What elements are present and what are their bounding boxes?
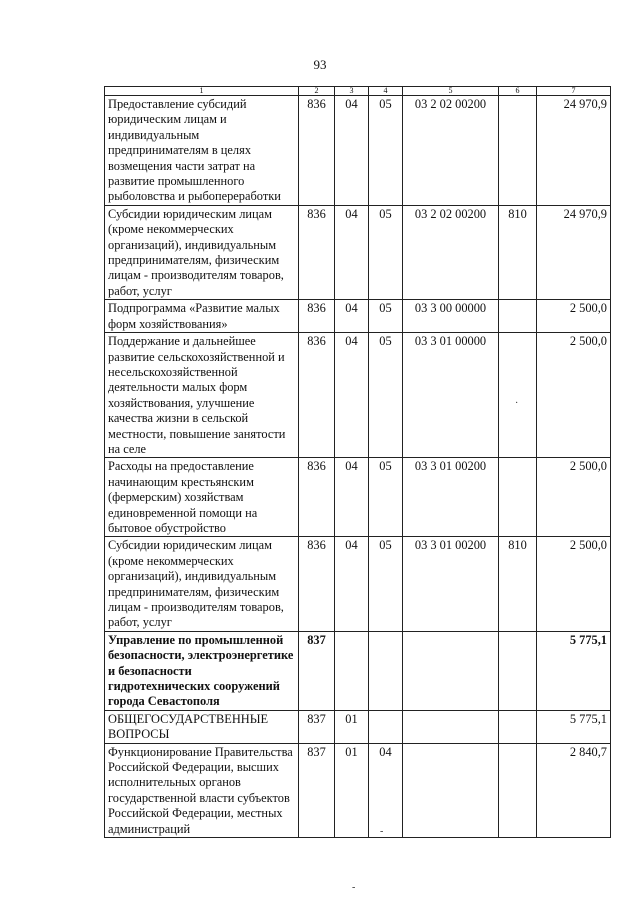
row-name-cell: Подпрограмма «Развитие малых форм хозяйствования» (105, 300, 299, 333)
row-name-cell: ОБЩЕГОСУДАРСТВЕННЫЕ ВОПРОСЫ (105, 710, 299, 743)
table-row (105, 537, 611, 631)
target-code-cell: 03 3 01 00200 (403, 458, 499, 537)
section-code-cell: 04 (335, 333, 369, 458)
target-code-cell (403, 743, 499, 837)
column-number-row (105, 87, 611, 96)
column-number: 1 (105, 87, 299, 96)
column-number: 3 (335, 87, 369, 96)
table-row (105, 458, 611, 537)
column-number: 2 (299, 87, 335, 96)
column-number: 7 (537, 87, 611, 96)
expense-type-cell (499, 631, 537, 710)
section-code-cell: 01 (335, 743, 369, 837)
table-row (105, 743, 611, 837)
expense-type-cell: 810 (499, 537, 537, 631)
column-number: 4 (369, 87, 403, 96)
column-number: 6 (499, 87, 537, 96)
amount-cell: 2 500,0 (537, 458, 611, 537)
scan-mark: - (352, 882, 356, 893)
ministry-code-cell: 836 (299, 333, 335, 458)
row-name-cell: Функционирование Правительства Российской Федерации, высших исполнительных органов государственной власти субъектов Российской Федерации, местных администраций (105, 743, 299, 837)
section-code-cell: 04 (335, 537, 369, 631)
table-body (105, 96, 611, 838)
section-code-cell (335, 631, 369, 710)
ministry-code-cell: 837 (299, 631, 335, 710)
subsection-code-cell (369, 631, 403, 710)
section-code-cell: 04 (335, 205, 369, 299)
section-code-cell: 04 (335, 458, 369, 537)
ministry-code-cell: 836 (299, 300, 335, 333)
subsection-code-cell: 05 (369, 537, 403, 631)
section-code-cell: 04 (335, 300, 369, 333)
row-name-cell: Расходы на предоставление начинающим крестьянским (фермерским) хозяйствам единовременной помощи на бытовое обустройство (105, 458, 299, 537)
target-code-cell: 03 3 01 00000 (403, 333, 499, 458)
target-code-cell: 03 2 02 00200 (403, 205, 499, 299)
amount-cell: 2 500,0 (537, 300, 611, 333)
table-row (105, 710, 611, 743)
table-row (105, 333, 611, 458)
amount-cell: 2 500,0 (537, 537, 611, 631)
row-name-cell: Субсидии юридическим лицам (кроме некоммерческих организаций), индивидуальным предпринимателям, физическим лицам - производителям товаров, работ, услуг (105, 537, 299, 631)
scan-mark: · (515, 398, 519, 409)
row-name-cell: Поддержание и дальнейшее развитие сельскохозяйственной и несельскохозяйственной деятельности малых форм хозяйствования, улучшение качества жизни в сельской местности, повышение занятости на селе (105, 333, 299, 458)
ministry-code-cell: 836 (299, 205, 335, 299)
target-code-cell (403, 710, 499, 743)
ministry-code-cell: 837 (299, 743, 335, 837)
target-code-cell (403, 631, 499, 710)
amount-cell: 5 775,1 (537, 710, 611, 743)
scan-mark: - (380, 826, 384, 837)
section-code-cell: 04 (335, 96, 369, 206)
amount-cell: 2 500,0 (537, 333, 611, 458)
expense-type-cell: 810 (499, 205, 537, 299)
amount-cell: 5 775,1 (537, 631, 611, 710)
expense-type-cell (499, 458, 537, 537)
subsection-code-cell (369, 710, 403, 743)
subsection-code-cell: 04 (369, 743, 403, 837)
ministry-code-cell: 836 (299, 537, 335, 631)
table-row (105, 631, 611, 710)
expense-type-cell (499, 333, 537, 458)
row-name-cell: Предоставление субсидий юридическим лицам и индивидуальным предпринимателям в целях возмещения части затрат на развитие промышленного рыболовства и рыбопереработки (105, 96, 299, 206)
subsection-code-cell: 05 (369, 333, 403, 458)
ministry-code-cell: 836 (299, 458, 335, 537)
subsection-code-cell: 05 (369, 205, 403, 299)
column-number: 5 (403, 87, 499, 96)
section-code-cell: 01 (335, 710, 369, 743)
table-row (105, 300, 611, 333)
budget-table (104, 86, 611, 838)
amount-cell: 2 840,7 (537, 743, 611, 837)
target-code-cell: 03 3 01 00200 (403, 537, 499, 631)
ministry-code-cell: 837 (299, 710, 335, 743)
page-number: 93 (313, 57, 327, 72)
expense-type-cell (499, 743, 537, 837)
expense-type-cell (499, 300, 537, 333)
target-code-cell: 03 3 00 00000 (403, 300, 499, 333)
table-row (105, 205, 611, 299)
subsection-code-cell: 05 (369, 300, 403, 333)
target-code-cell: 03 2 02 00200 (403, 96, 499, 206)
expense-type-cell (499, 710, 537, 743)
row-name-cell: Субсидии юридическим лицам (кроме некоммерческих организаций), индивидуальным предпринимателям, физическим лицам - производителям товаров, работ, услуг (105, 205, 299, 299)
row-name-cell: Управление по промышленной безопасности, электроэнергетике и безопасности гидротехнических сооружений города Севастополя (105, 631, 299, 710)
table-row (105, 96, 611, 206)
ministry-code-cell: 836 (299, 96, 335, 206)
expense-type-cell (499, 96, 537, 206)
amount-cell: 24 970,9 (537, 96, 611, 206)
subsection-code-cell: 05 (369, 458, 403, 537)
amount-cell: 24 970,9 (537, 205, 611, 299)
subsection-code-cell: 05 (369, 96, 403, 206)
